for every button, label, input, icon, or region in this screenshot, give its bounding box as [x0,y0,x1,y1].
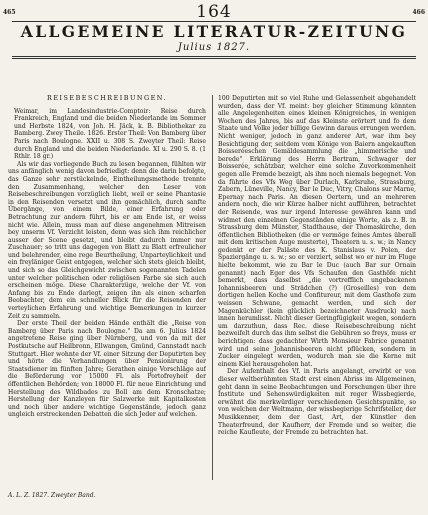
column-divider [212,95,213,480]
review-paragraph-3: 100 Deputirten mit so viel Ruhe und Gelassenheit abgehandelt wurden, dass der Vf. meint: bey gleicher Stimmung könnten alle Angelegenheiten eines kleinen Königreiches, in wenigen Wochen des Jahres, bis auf das Kleinste erörtert und fo dem Staate und Volke jeder billige Gewinn daraus errungen werden. Nicht weniger, jedoch in ganz anderer Art, war ihm bey Besichtigung der, seitdem vom Könige von Baiern angekauften Boisseréeschen Gemäldesammlung die „himmerische und berede" Erklärung des Herrn Bertram, Schwager der Boisserée, schätzbar, welcher eine solche Zuvorkommenheit gegen alle Fremde bezeigt, als ihm noch niemals begegnet. Von da führte des Vfs Weg über Durlach, Karlsruhe, Strassburg, Zabern, Lüneville, Nancy, Bar le Duc, Vitry, Chalons sur Marne, Epernay nach Paris. An diesen Oertern, und an mehreren andern noch, die wir Kürze halber nicht aufführen, betrachtet der Reisende, was nur irgend Interesse gewähren kann und widmet den einzelnen Gegenständen einige Worte, als z. B. in Strassburg dem Münster, Stadthause, der Thomaskirche, den öffentlichen Bibliotheken (die er vermöge feines Amtes überall mit dem kritischen Auge musterte), Theatern u. s. w.; in Nancy gedenkt er der Paläste des K. Stanislaus v. Polen, der Spaziergänge u. s. w.; so er verziert, selbst wo er nur im Fluge hielte bekommt, wie zu Bar le Duc (auch Bar sur Ornain genannt) nach Eger des Vfs Schaufen den Gasthöfe nicht bemerkt, dass daselbst „die vortrefflich ungebackenen Johannisbeeren und Strädchen (?) (Groseilles) von dem dortigen hellen Koche und Confitureur, mit dem Gasthofe zum weissen Schwane, gemacht werden, und sich der Magenküchler (kein glücklich bezeichneter Ausdruck) nach innen herumlisst. Nicht dieser Geringfügigkeit wegen, sondern um darzuthun, dass Rec. diese Reisebeschreibung nicht bezweifelt durch das ihm selbst die Gebühren so freys, muss er berichtigen: dass gedachter Wirth Monsieur Fabrice genannt wird und seine Johannisbeeren nicht pflücken, sondern in Zucker eingelegt werden, wodurch man sie die Kerne mit einem Kiel herausgeholen hat. [218,95,416,368]
review-paragraph-4: Der Aufenthalt des Vf. in Paris angelangt, erwirbt er von dieser weltberühmten Stadt erst einen Abriss im Allgemeinen, geht dann in seine Beobachtungen und Forschungen über ihre Institute und Sehenswürdigkeiten mit reger Wissbegierde, erwähnt die merkwürdiger verschiedenen Gesichtspunkte, so von welchen der Weltmann, der wissbegierige Schrifsteller, der Musikkenner, dem der Gast, Art, der Künstler den Theaterfreund, der Kaufherr, der Fremde und so weiter, die reiche Kaufleute, der Fremde zu betrachten hat. [218,368,416,437]
section-heading: REISEBESCHREIBUNGEN. [47,95,167,102]
page-number-left: 465 [3,9,16,16]
header-rule-bottom [12,58,416,59]
issue-date: Julius 1827. [177,42,251,53]
page-number-center: 164 [196,2,232,22]
journal-title: ALLGEMEINE LITERATUR-ZEITUNG [20,22,408,41]
right-column [218,95,416,480]
volume-signature: A. L. Z. 1827. Zweyter Band. [8,492,96,499]
book-citation: Weimar, im Landesindustrie-Comptoir: Reise durch Frankreich, England und die beiden Niederlande im Sommer und Herbste 1824, von Joh. H. Jäck, k. B. Bibliothekar zu Bamberg. Zwey Theile. 1826. Erster Theil: Von Bamberg über Paris nach Boulogne. XXII u. 308 S. Zweyter Theil: Reise durch England und die beiden Niederlande. XI u. 290 S. 8. (1 Rthlr. 18 gr.) [14,107,206,161]
review-paragraph-2: Der erste Theil der beiden Hände enthält die „Reise von Bamberg über Paris nach Boulogne." Da am 6. Julius 1824 angetretene Reise ging über Nürnberg, und von da mit der Postkutsche auf Heilbronn, Ellwangen, Gmünd, Cannstadt nach Stuttgart. Hier wohnte der Vf. einer Sitzung der Deputirten bey und hörte die Verhandlungen über Pensionirung der Staatsdiener im fünften Jahre; Gerathen einige Vorschläge auf die Beförderung vor 15000 Fl. als Portofreyheit der öffentlichen Behörden; von 18000 Fl. für neue Einrichtung und Herstellung des Wildbades zu Boll am dem Kronschatze; Herstellung der Kanzleyen für Salzwerke mit Kapitalkosten und noch über andere wichtige Gegenstände, jedoch ganz ungleich erstreckenden Debatten die sich Jeder auf welchen. [8,320,206,419]
left-column [8,95,206,480]
page-number-right: 466 [412,9,425,16]
header-rule-top [12,56,416,57]
review-paragraph-1: Als wir das vorliegende Buch zu lesen begannen, fühlten wir uns anfänglich wenig davon befriedigt: denn die darin befolgte, das Ganze sehr zerstückelnde, Eintheilungsmethode trennte den Zusammenhang, welcher den Leser von Reisebeschreibungen vorzüglich liebt, weil er seine Phantasie in den Reisenden versetzt und ihn gemächlich, durch sanfte Übergänge, von einem Bilde, einer Erfahrung oder Betrachtung zur andern führt, bis er am Ende ist, er weiss nicht wie. Allein, muss man auf diese angenehmen Mitreisen bey unserm Vf. Verzicht leisten, denn was sich ihm reichlicher ausser der Scene gesetzt, und bleibt dadurch immer nur Zuschauer; so tritt uns dagegen von Blatt zu Blatt erfreulicher und belehrender, eine rege Beurtheilung, Unparteylichkeit und ein freyläniger Geist entgegen, welcher sich stets gleich bleibt, und sich so das Gleichgewicht zwischen sogenannten Tadelen unter welcher politischen oder religiösen Farbe sie sich auch erscheinen möge. Diese Charakterzüge, welche der Vf. von Anfang bis zu Ende darlegt, zeigen ihn als einen scharfen Beobachter, dem ein schneller Blick für die Reisenden der verteylichen Erfahrung und wichtige Bemerkungen in kurzer Zeit zu sammeln. [8,160,206,320]
